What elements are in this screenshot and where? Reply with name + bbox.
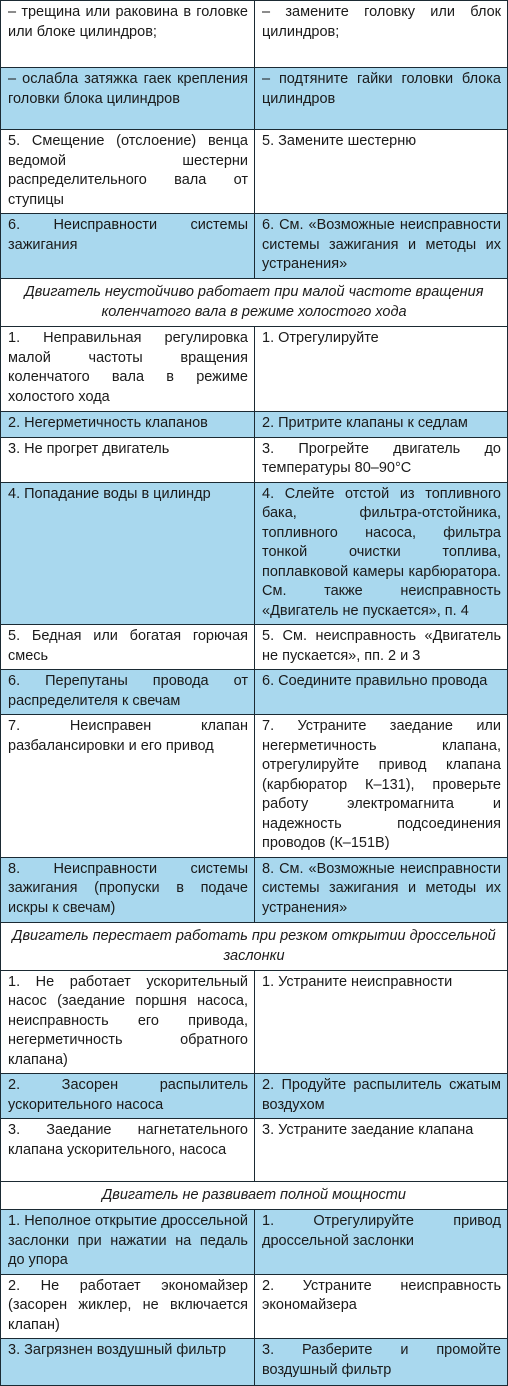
cause-cell: 2. Засорен распылитель ускорительного насоса — [1, 1074, 255, 1119]
cause-cell: 5. Бедная или богатая горючая смесь — [1, 625, 255, 670]
remedy-cell: 3. Прогрейте двигатель до температуры 80–90°С — [255, 437, 508, 482]
table-row — [1, 1274, 508, 1339]
remedy-cell: 6. См. «Возможные неисправности системы зажигания и методы их устранения» — [255, 214, 508, 279]
remedy-cell: 2. Притрите клапаны к седлам — [255, 412, 508, 438]
cause-cell: 6. Перепутаны провода от распределителя к свечам — [1, 670, 255, 715]
cause-cell: 3. Загрязнен воздушный фильтр — [1, 1339, 255, 1386]
remedy-cell: 2. Продуйте распылитель сжатым воздухом — [255, 1074, 508, 1119]
cause-cell: 3. Заедание нагнетательного клапана ускорительного, насоса — [1, 1119, 255, 1182]
remedy-cell: 3. Разберите и промойте воздушный фильтр — [255, 1339, 508, 1386]
cause-cell: 2. Не работает экономайзер (засорен жиклер, не включается клапан) — [1, 1274, 255, 1339]
cause-cell: 5. Смещение (отслоение) венца ведомой шестерни распределительного вала от ступицы — [1, 130, 255, 214]
table-row — [1, 670, 508, 715]
cause-cell: 3. Не прогрет двигатель — [1, 437, 255, 482]
remedy-cell: 4. Слейте отстой из топливного бака, фильтра-отстойника, топливного насоса, фильтра тонкой очистки топлива, поплавковой камеры карбюратора. См. также неисправность «Двигатель не пускается», п. 4 — [255, 482, 508, 625]
remedy-cell: 8. См. «Возможные неисправности системы зажигания и методы их устранения» — [255, 857, 508, 922]
section-header-row — [1, 1182, 508, 1210]
remedy-cell: 3. Устраните заедание клапана — [255, 1119, 508, 1182]
table-row — [1, 412, 508, 438]
cause-cell: 6. Неисправности системы зажигания — [1, 214, 255, 279]
table-row — [1, 625, 508, 670]
cause-cell: 1. Неполное открытие дроссельной заслонки при нажатии на педаль до упора — [1, 1210, 255, 1275]
table-row — [1, 1, 508, 68]
table-row — [1, 214, 508, 279]
table-row — [1, 1074, 508, 1119]
remedy-cell: 1. Отрегулируйте — [255, 327, 508, 412]
remedy-cell: 1. Устраните неисправности — [255, 970, 508, 1074]
table-row — [1, 68, 508, 130]
cause-cell: 2. Негерметичность клапанов — [1, 412, 255, 438]
table-row — [1, 1119, 508, 1182]
table-row — [1, 327, 508, 412]
cause-cell: 8. Неисправности системы зажигания (пропуски в подаче искры к свечам) — [1, 857, 255, 922]
section-title: Двигатель неустойчиво работает при малой частоте вращения коленчатого вала в режиме холостого хода — [1, 279, 508, 327]
table-row — [1, 1339, 508, 1386]
table-row — [1, 970, 508, 1074]
cause-cell: 1. Не работает ускорительный насос (заедание поршня насоса, неисправность его привода, негерметичность обратного клапана) — [1, 970, 255, 1074]
cause-cell: 7. Неисправен клапан разбалансировки и его привод — [1, 715, 255, 858]
remedy-cell: 1. Отрегулируйте привод дроссельной заслонки — [255, 1210, 508, 1275]
cause-cell: – трещина или раковина в головке или блоке цилиндров; — [1, 1, 255, 68]
remedy-cell: 5. Замените шестерню — [255, 130, 508, 214]
cause-cell: 4. Попадание воды в цилиндр — [1, 482, 255, 625]
table-row — [1, 1210, 508, 1275]
table-body — [1, 1, 508, 1386]
section-title: Двигатель перестает работать при резком открытии дроссельной заслонки — [1, 922, 508, 970]
table-row — [1, 437, 508, 482]
remedy-cell: – замените головку или блок цилиндров; — [255, 1, 508, 68]
cause-cell: – ослабла затяжка гаек крепления головки блока цилиндров — [1, 68, 255, 130]
remedy-cell: 7. Устраните заедание или негерметичность клапана, отрегулируйте привод клапана (карбюратор К–131), проверьте работу электромагнита и надежность подсоединения проводов (К–151В) — [255, 715, 508, 858]
table-row — [1, 130, 508, 214]
table-row — [1, 482, 508, 625]
remedy-cell: 5. См. неисправность «Двигатель не пускается», пп. 2 и 3 — [255, 625, 508, 670]
cause-cell: 1. Неправильная регулировка малой частоты вращения коленчатого вала в режиме холостого хода — [1, 327, 255, 412]
table-row — [1, 715, 508, 858]
table-row — [1, 857, 508, 922]
remedy-cell: – подтяните гайки головки блока цилиндров — [255, 68, 508, 130]
section-header-row — [1, 279, 508, 327]
remedy-cell: 2. Устраните неисправность экономайзера — [255, 1274, 508, 1339]
remedy-cell: 6. Соедините правильно провода — [255, 670, 508, 715]
section-header-row — [1, 922, 508, 970]
section-title: Двигатель не развивает полной мощности — [1, 1182, 508, 1210]
